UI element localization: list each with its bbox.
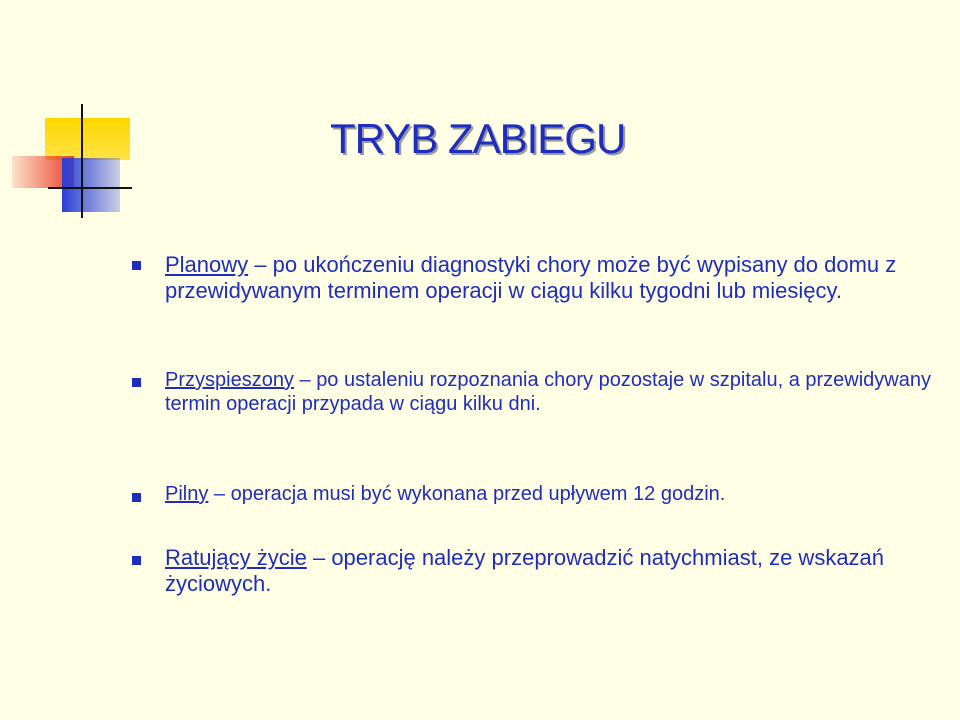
bullet-square-icon	[132, 493, 141, 502]
bullet-description: operacja musi być wykonana przed upływem 12 godzin.	[230, 483, 726, 505]
bullet-text: Planowy – po ukończeniu diagnostyki chory może być wypisany do domu z przewidywanym terminem operacji w ciągu kilku tygodni lub miesięcy.	[165, 252, 897, 303]
bullet-term: Planowy	[165, 252, 249, 277]
bullet-text: Pilny – operacja musi być wykonana przed upływem 12 godzin.	[165, 483, 726, 505]
bullet-term: Przyspieszony	[165, 369, 294, 391]
bullet-square-icon	[132, 261, 141, 270]
slide-logo-decoration	[0, 0, 140, 220]
bullet-term: Ratujący życie	[165, 545, 307, 570]
bullet-text: Przyspieszony – po ustaleniu rozpoznania chory pozostaje w szpitalu, a przewidywany termin operacji przypada w ciągu kilku dni.	[165, 369, 931, 415]
bullet-square-icon	[132, 378, 141, 387]
bullet-text: Ratujący życie – operację należy przeprowadzić natychmiast, ze wskazań życiowych.	[165, 545, 885, 596]
bullet-description: operację należy przeprowadzić natychmiast, ze wskazań życiowych.	[165, 545, 885, 596]
bullet-term: Pilny	[165, 483, 209, 505]
bullet-square-icon	[132, 556, 141, 565]
bullet-description: po ustaleniu rozpoznania chory pozostaje w szpitalu, a przewidywany termin operacji przypada w ciągu kilku dni.	[165, 369, 931, 415]
bullet-description: po ukończeniu diagnostyki chory może być wypisany do domu z przewidywanym terminem operacji w ciągu kilku tygodni lub miesięcy.	[165, 252, 897, 303]
slide-title: TRYB ZABIEGU	[330, 115, 626, 162]
